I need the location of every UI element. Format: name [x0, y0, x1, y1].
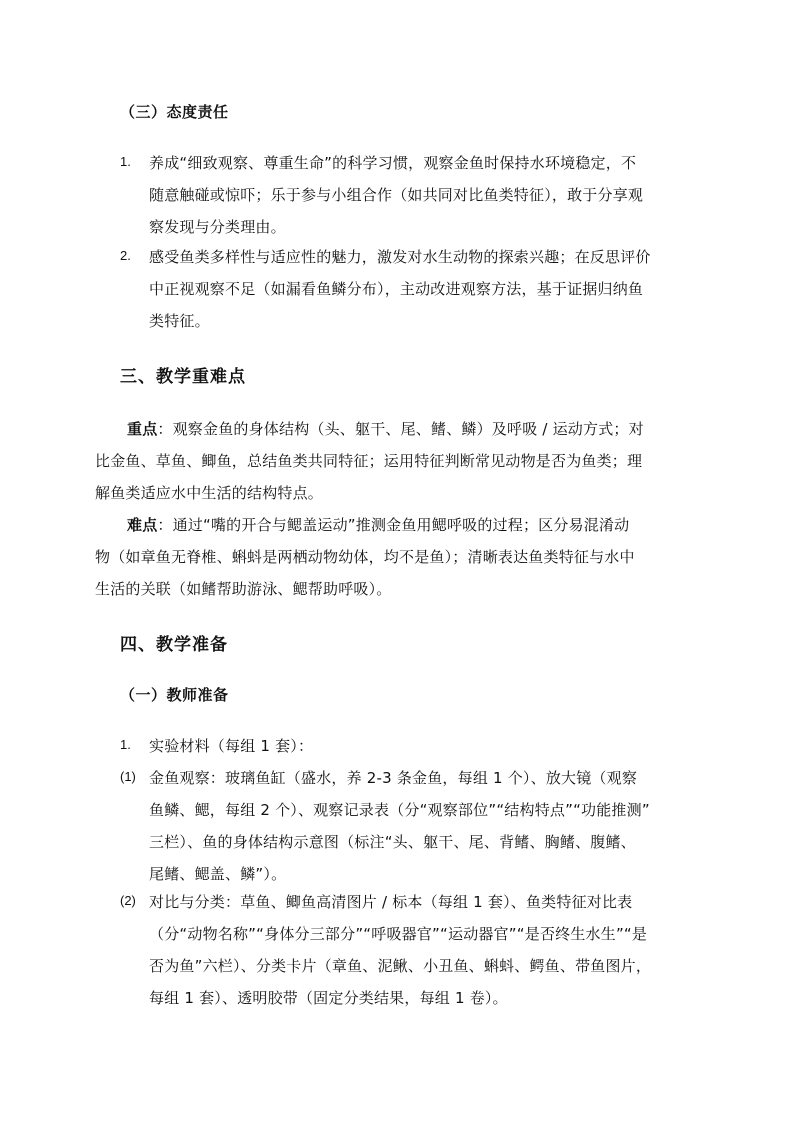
- list-number: 1.: [120, 737, 131, 752]
- text-line: 随意触碰或惊吓；乐于参与小组合作（如共同对比鱼类特征），敢于分享观: [149, 186, 644, 204]
- text-line: 比金鱼、草鱼、鲫鱼，总结鱼类共同特征；运用特征判断常见动物是否为鱼类；理: [95, 452, 643, 470]
- teacher-prep-heading: （一）教师准备: [120, 686, 229, 704]
- prep-heading: 四、教学准备: [120, 635, 228, 655]
- text-line: 对比与分类：草鱼、鲫鱼高清图片 / 标本（每组 1 套）、鱼类特征对比表: [149, 893, 633, 911]
- list-number: (2): [120, 893, 136, 908]
- text-line: [127, 418, 644, 439]
- difficult-point-text: ：通过“嘴的开合与鳃盖运动”推测金鱼用鳃呼吸的过程；区分易混淆动: [157, 516, 630, 534]
- text-line: 察发现与分类理由。: [149, 218, 286, 236]
- key-point-text: ：观察金鱼的身体结构（头、躯干、尾、鳍、鳞）及呼吸 / 运动方式；对: [157, 420, 644, 438]
- text-line: 金鱼观察：玻璃鱼缸（盛水，养 2-3 条金鱼，每组 1 个）、放大镜（观察: [149, 769, 638, 787]
- text-line: 鱼鳞、鳃，每组 2 个）、观察记录表（分“观察部位”“结构特点”“功能推测”: [149, 801, 650, 819]
- key-points-heading: 三、教学重难点: [120, 367, 246, 387]
- attitude-heading: （三）态度责任: [120, 103, 229, 121]
- text-line: 生活的关联（如鳍帮助游泳、鳃帮助呼吸）。: [95, 580, 392, 598]
- text-line: 每组 1 套）、透明胶带（固定分类结果，每组 1 卷）。: [149, 989, 508, 1007]
- text-line: 类特征。: [149, 312, 210, 330]
- text-line: 否为鱼”六栏）、分类卡片（章鱼、泥鳅、小丑鱼、蝌蚪、鳄鱼、带鱼图片，: [149, 957, 652, 975]
- list-number: 1.: [120, 154, 131, 169]
- text-line: 感受鱼类多样性与适应性的魅力，激发对水生动物的探索兴趣；在反思评价: [149, 248, 651, 266]
- list-number: 2.: [120, 248, 131, 263]
- text-line: 养成“细致观察、尊重生命”的科学习惯，观察金鱼时保持水环境稳定，不: [149, 154, 637, 172]
- key-point-label: 重点: [127, 420, 158, 438]
- difficult-point-label: 难点: [127, 516, 158, 534]
- text-line: 实验材料（每组 1 套）：: [149, 737, 314, 755]
- text-line: 解鱼类适应水中生活的结构特点。: [95, 484, 324, 502]
- list-number: (1): [120, 769, 136, 784]
- text-line: 物（如章鱼无脊椎、蝌蚪是两栖动物幼体，均不是鱼）；清晰表达鱼类特征与水中: [95, 548, 635, 566]
- text-line: （分“动物名称”“身体分三部分”“呼吸器官”“运动器官”“是否终生水生”“是: [149, 925, 648, 943]
- text-line: 尾鳍、鳃盖、鳞”）。: [149, 865, 287, 883]
- text-line: [127, 514, 629, 535]
- text-line: 三栏）、鱼的身体结构示意图（标注“头、躯干、尾、背鳍、胸鳍、腹鳍、: [149, 833, 636, 851]
- text-line: 中正视观察不足（如漏看鱼鳞分布），主动改进观察方法，基于证据归纳鱼: [149, 280, 644, 298]
